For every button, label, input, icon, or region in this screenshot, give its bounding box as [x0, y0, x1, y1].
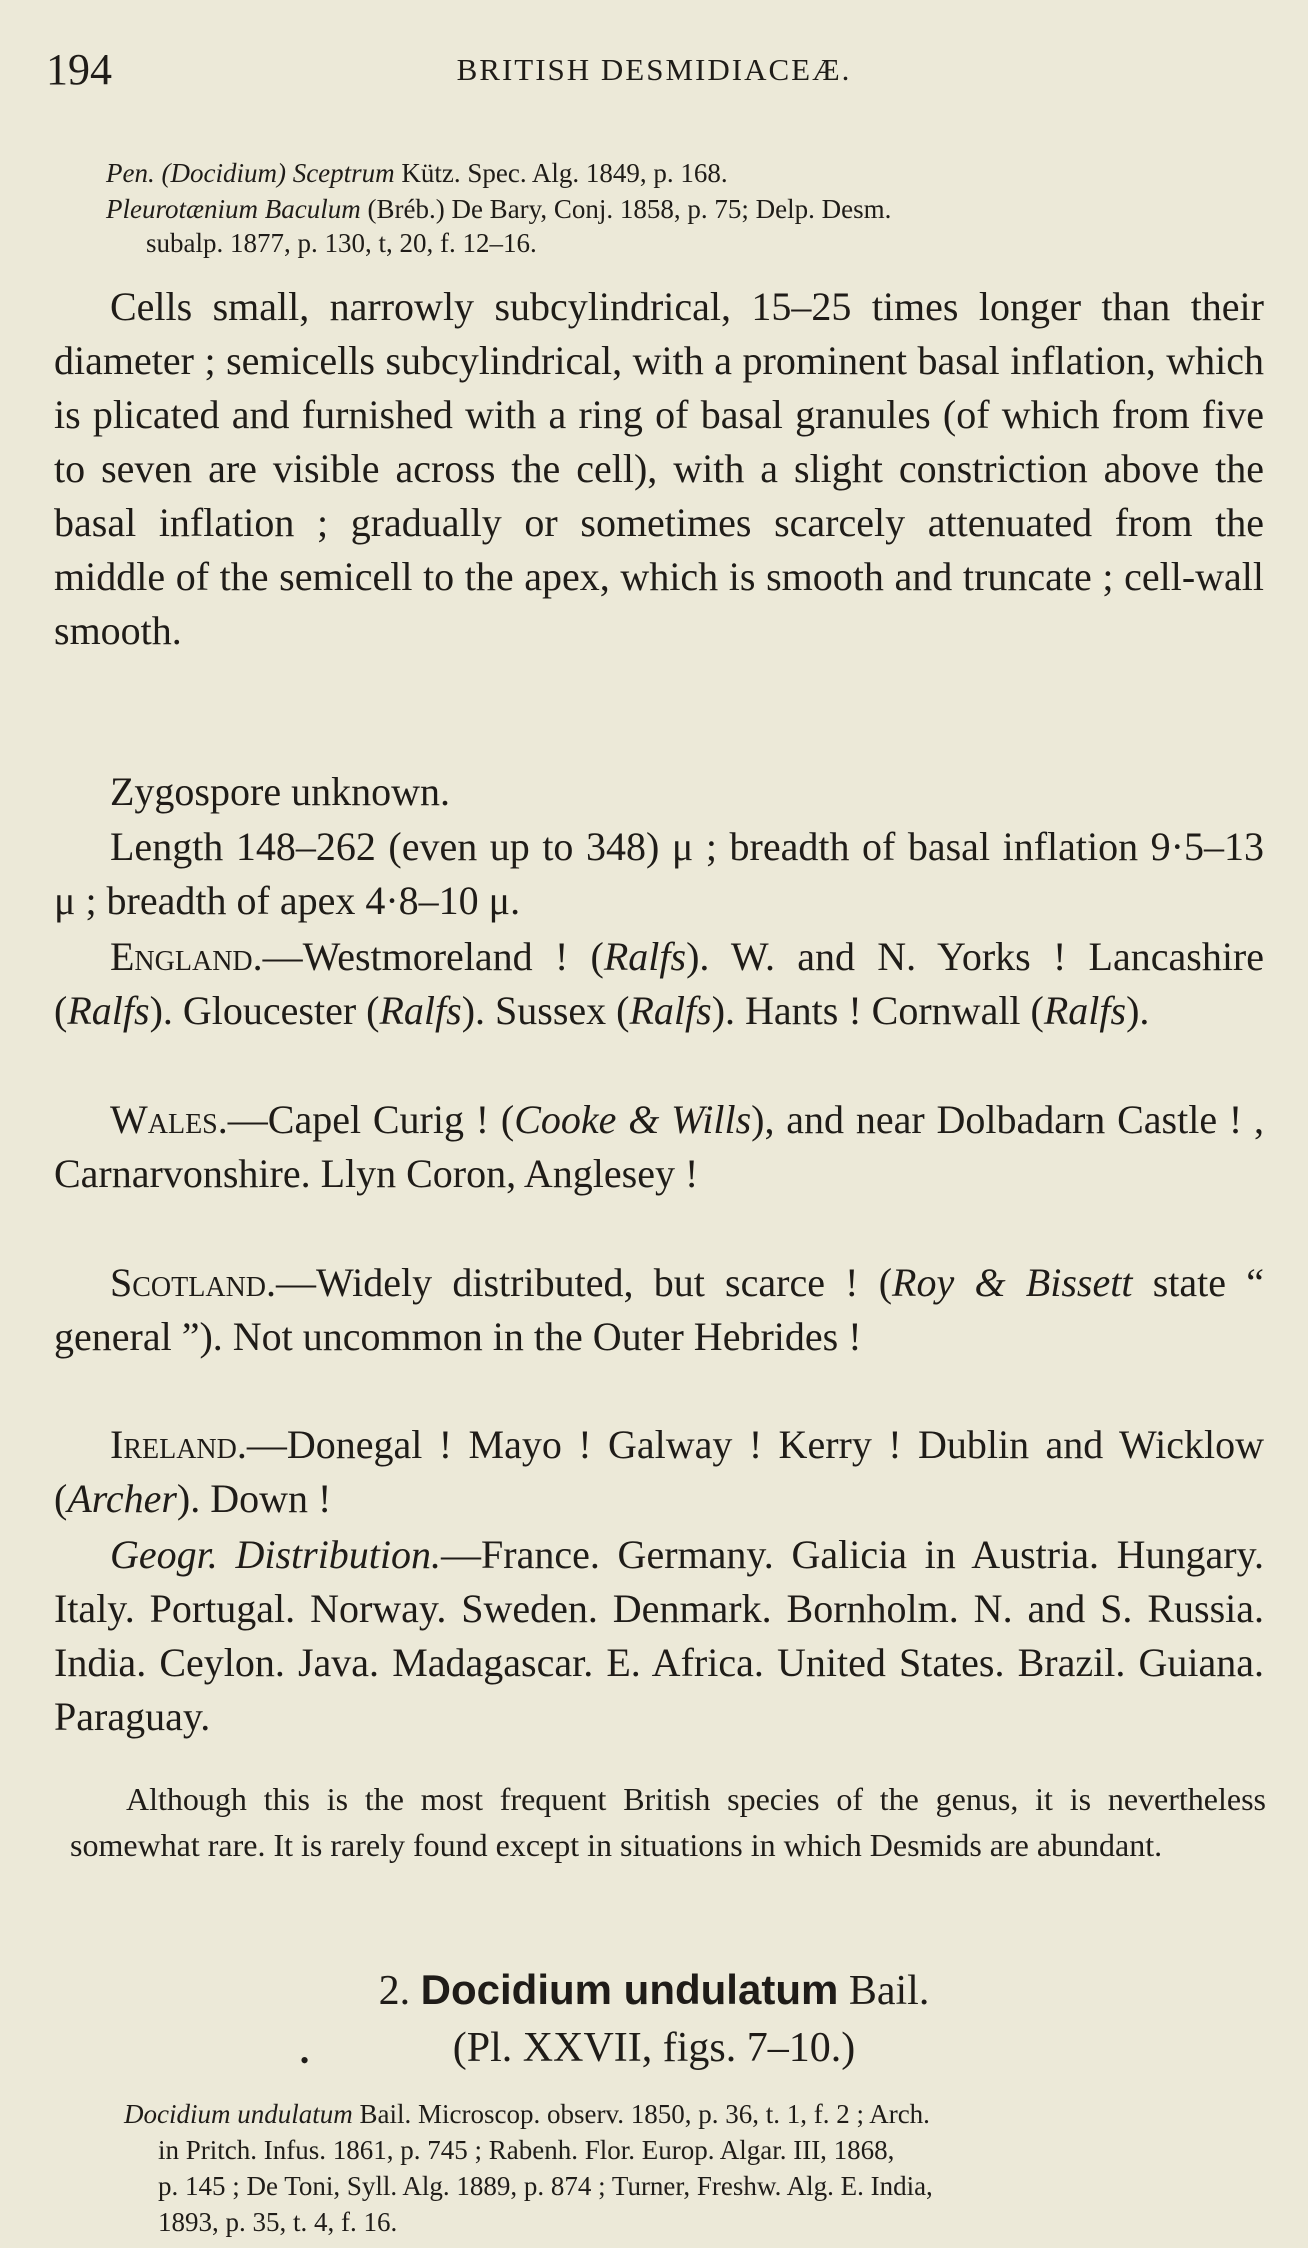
species-heading [0, 1966, 1308, 2015]
wales-paragraph [54, 1093, 1264, 1201]
synonym-line-3: subalp. 1877, p. 130, t, 20, f. 12–16. [146, 228, 537, 258]
reference-line-2: in Pritch. Infus. 1861, p. 745 ; Rabenh. Flor. Europ. Algar. III, 1868, [158, 2135, 895, 2165]
reference-text-1: Bail. Microscop. observ. 1850, p. 36, t. 1, f. 2 ; Arch. [352, 2099, 930, 2129]
synonym-2-citation: (Bréb.) De Bary, Conj. 1858, p. 75; Delp. Desm. [360, 194, 892, 224]
synonym-line-2 [70, 192, 1268, 226]
page-number: 194 [46, 45, 112, 94]
synonym-2-name: Pleurotænium Baculum [106, 194, 361, 224]
england-author-1: Ralfs [603, 934, 687, 979]
wales-authors: Cooke & Wills [514, 1097, 752, 1142]
ireland-text-b: ). Down ! [176, 1476, 332, 1521]
note-paragraph: Although this is the most frequent British species of the genus, it is nevertheless somewhat rare. It is rarely found except in situations in which Desmids are abundant. [70, 1781, 1266, 1863]
wales-text-b: ), and near Dolbadarn Castle ! , Carnarvonshire. Llyn Coron, Anglesey ! [54, 1097, 1265, 1196]
page-header [40, 44, 1268, 100]
england-author-3: Ralfs [379, 988, 462, 1033]
stray-dot: • [300, 2046, 310, 2075]
description-paragraph: Cells small, narrowly subcylindrical, 15–25 times longer than their diameter ; semicells subcylindrical, with a prominent basal inflation, which is plicated and furnished with a ring of basal granules (of which from five to seven are visible across the cell), with a slight constriction above the basal inflation ; gradually or sometimes scarcely attenuated from the middle of the semicell to the apex, which is smooth and truncate ; cell-wall smooth. [54, 284, 1264, 653]
england-text-f: ). [1126, 988, 1150, 1033]
england-label: England. [110, 934, 263, 979]
reference-line-4: 1893, p. 35, t. 4, f. 16. [158, 2207, 398, 2237]
wales-label: Wales. [110, 1097, 228, 1142]
ireland-paragraph [54, 1418, 1264, 1526]
ireland-label: Ireland. [110, 1422, 247, 1467]
scotland-text-b: state “ general ”). Not uncommon in the Outer Hebrides ! [54, 1260, 1264, 1359]
england-text-d: ). Sussex ( [461, 988, 630, 1033]
scotland-text-a: —Widely distributed, but scarce ! ( [276, 1260, 893, 1305]
scotland-label: Scotland. [110, 1260, 277, 1305]
england-text-a: —Westmoreland ! ( [262, 934, 604, 979]
zygospore-paragraph: Zygospore unknown. [110, 769, 450, 814]
england-author-2: Ralfs [67, 988, 150, 1033]
england-author-4: Ralfs [629, 988, 712, 1033]
england-paragraph [54, 930, 1264, 1038]
reference-species-name: Docidium undulatum [124, 2099, 353, 2129]
wales-text-a: —Capel Curig ! ( [227, 1097, 515, 1142]
england-text-e: ). Hants ! Cornwall ( [711, 988, 1044, 1033]
reference-line-1 [124, 2096, 1266, 2132]
scotland-authors: Roy & Bissett [892, 1260, 1133, 1305]
geogr-text: —France. Germany. Galicia in Austria. Hungary. Italy. Portugal. Norway. Sweden. Denmark. Bornholm. N. and S. Russia. India. Ceylon. Java. Madagascar. E. Africa. United States. Brazil. Guiana. Paraguay. [54, 1532, 1265, 1739]
running-head: BRITISH DESMIDIACEÆ. [456, 52, 852, 87]
ireland-text-a: —Donegal ! Mayo ! Galway ! Kerry ! Dublin and Wicklow ( [54, 1422, 1264, 1521]
england-text-c: ). Gloucester ( [149, 988, 380, 1033]
plate-reference: (Pl. XXVII, figs. 7–10.) [452, 2025, 856, 2071]
measurements-paragraph: Length 148–262 (even up to 348) μ ; breadth of basal inflation 9·5–13 μ ; breadth of apex 4·8–10 μ. [54, 824, 1264, 923]
geographic-distribution-paragraph [54, 1528, 1264, 1744]
ireland-author: Archer [67, 1476, 177, 1521]
species-number: 2. [378, 1968, 411, 2014]
england-author-5: Ralfs [1043, 988, 1127, 1033]
synonym-line-1 [70, 156, 1268, 190]
synonym-1-name: Pen. (Docidium) Sceptrum [106, 158, 395, 188]
scotland-paragraph [54, 1256, 1264, 1364]
species-name: Docidium undulatum [420, 1966, 839, 2013]
geogr-label: Geogr. Distribution. [110, 1532, 442, 1577]
england-text-b: ). W. and N. Yorks ! Lancashire ( [54, 934, 1264, 1033]
species-author: Bail. [838, 1968, 930, 2014]
reference-line-3: p. 145 ; De Toni, Syll. Alg. 1889, p. 874 ; Turner, Freshw. Alg. E. India, [158, 2171, 933, 2201]
synonym-1-citation: Kütz. Spec. Alg. 1849, p. 168. [394, 158, 728, 188]
species-references [124, 2096, 1266, 2240]
